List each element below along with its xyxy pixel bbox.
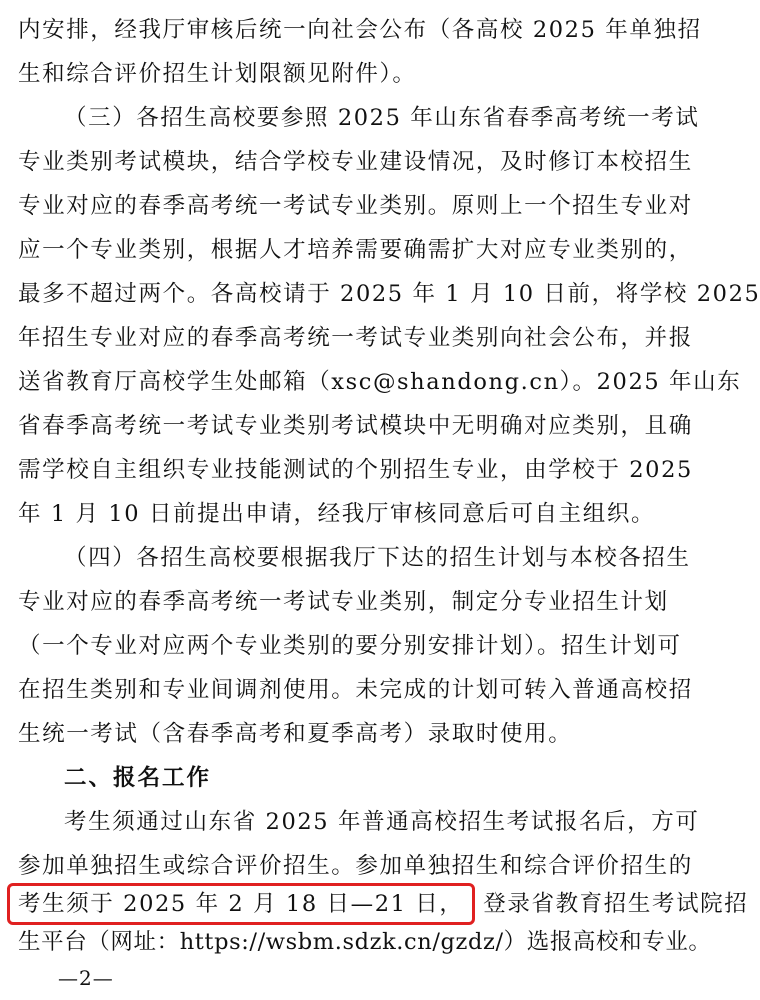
paragraph-registration-start: 考生须通过山东省 2025 年普通高校招生考试报名后，方可 bbox=[64, 809, 700, 835]
paragraph-3-start: （三）各招生高校要参照 2025 年山东省春季高考统一考试 bbox=[64, 105, 700, 131]
text-line: 内安排，经我厅审核后统一向社会公布（各高校 2025 年单独招 bbox=[18, 17, 702, 43]
text-line: 专业对应的春季高考统一考试专业类别。原则上一个招生专业对 bbox=[18, 193, 693, 219]
section-heading: 二、报名工作 bbox=[64, 765, 212, 791]
text-line: 最多不超过两个。各高校请于 2025 年 1 月 10 日前，将学校 2025 bbox=[18, 281, 760, 307]
text-line: 专业类别考试模块，结合学校专业建设情况，及时修订本校招生 bbox=[18, 149, 693, 175]
page-number: —2— bbox=[58, 966, 114, 990]
text-line: 参加单独招生或综合评价招生。参加单独招生和综合评价招生的 bbox=[18, 853, 693, 879]
highlight-box: 考生须于 2025 年 2 月 18 日—21 日， bbox=[7, 883, 475, 925]
text-line: 生统一考试（含春季高考和夏季高考）录取时使用。 bbox=[18, 721, 573, 747]
text-line: （一个专业对应两个专业类别的要分别安排计划）。招生计划可 bbox=[18, 633, 682, 659]
text-after-highlight: 登录省教育招生考试院招 bbox=[483, 891, 749, 917]
text-line: 年 1 月 10 日前提出申请，经我厅审核同意后可自主组织。 bbox=[18, 501, 656, 527]
text-line: 在招生类别和专业间调剂使用。未完成的计划可转入普通高校招 bbox=[18, 677, 693, 703]
text-line: 需学校自主组织专业技能测试的个别招生专业，由学校于 2025 bbox=[18, 457, 693, 483]
text-line: 专业对应的春季高考统一考试专业类别，制定分专业招生计划 bbox=[18, 589, 669, 615]
paragraph-4-start: （四）各招生高校要根据我厅下达的招生计划与本校各招生 bbox=[64, 545, 691, 571]
text-line: 生和综合评价招生计划限额见附件）。 bbox=[18, 61, 417, 87]
text-line: 省春季高考统一考试专业类别考试模块中无明确对应类别，且确 bbox=[18, 413, 693, 439]
text-line: 年招生专业对应的春季高考统一考试专业类别向社会公布，并报 bbox=[18, 325, 693, 351]
text-line: 送省教育厅高校学生处邮箱（xsc@shandong.cn）。2025 年山东 bbox=[18, 369, 742, 395]
text-line: 应一个专业类别，根据人才培养需要确需扩大对应专业类别的， bbox=[18, 237, 693, 263]
text-line: 生平台（网址：https://wsbm.sdzk.cn/gzdz/）选报高校和专业。 bbox=[18, 929, 712, 955]
